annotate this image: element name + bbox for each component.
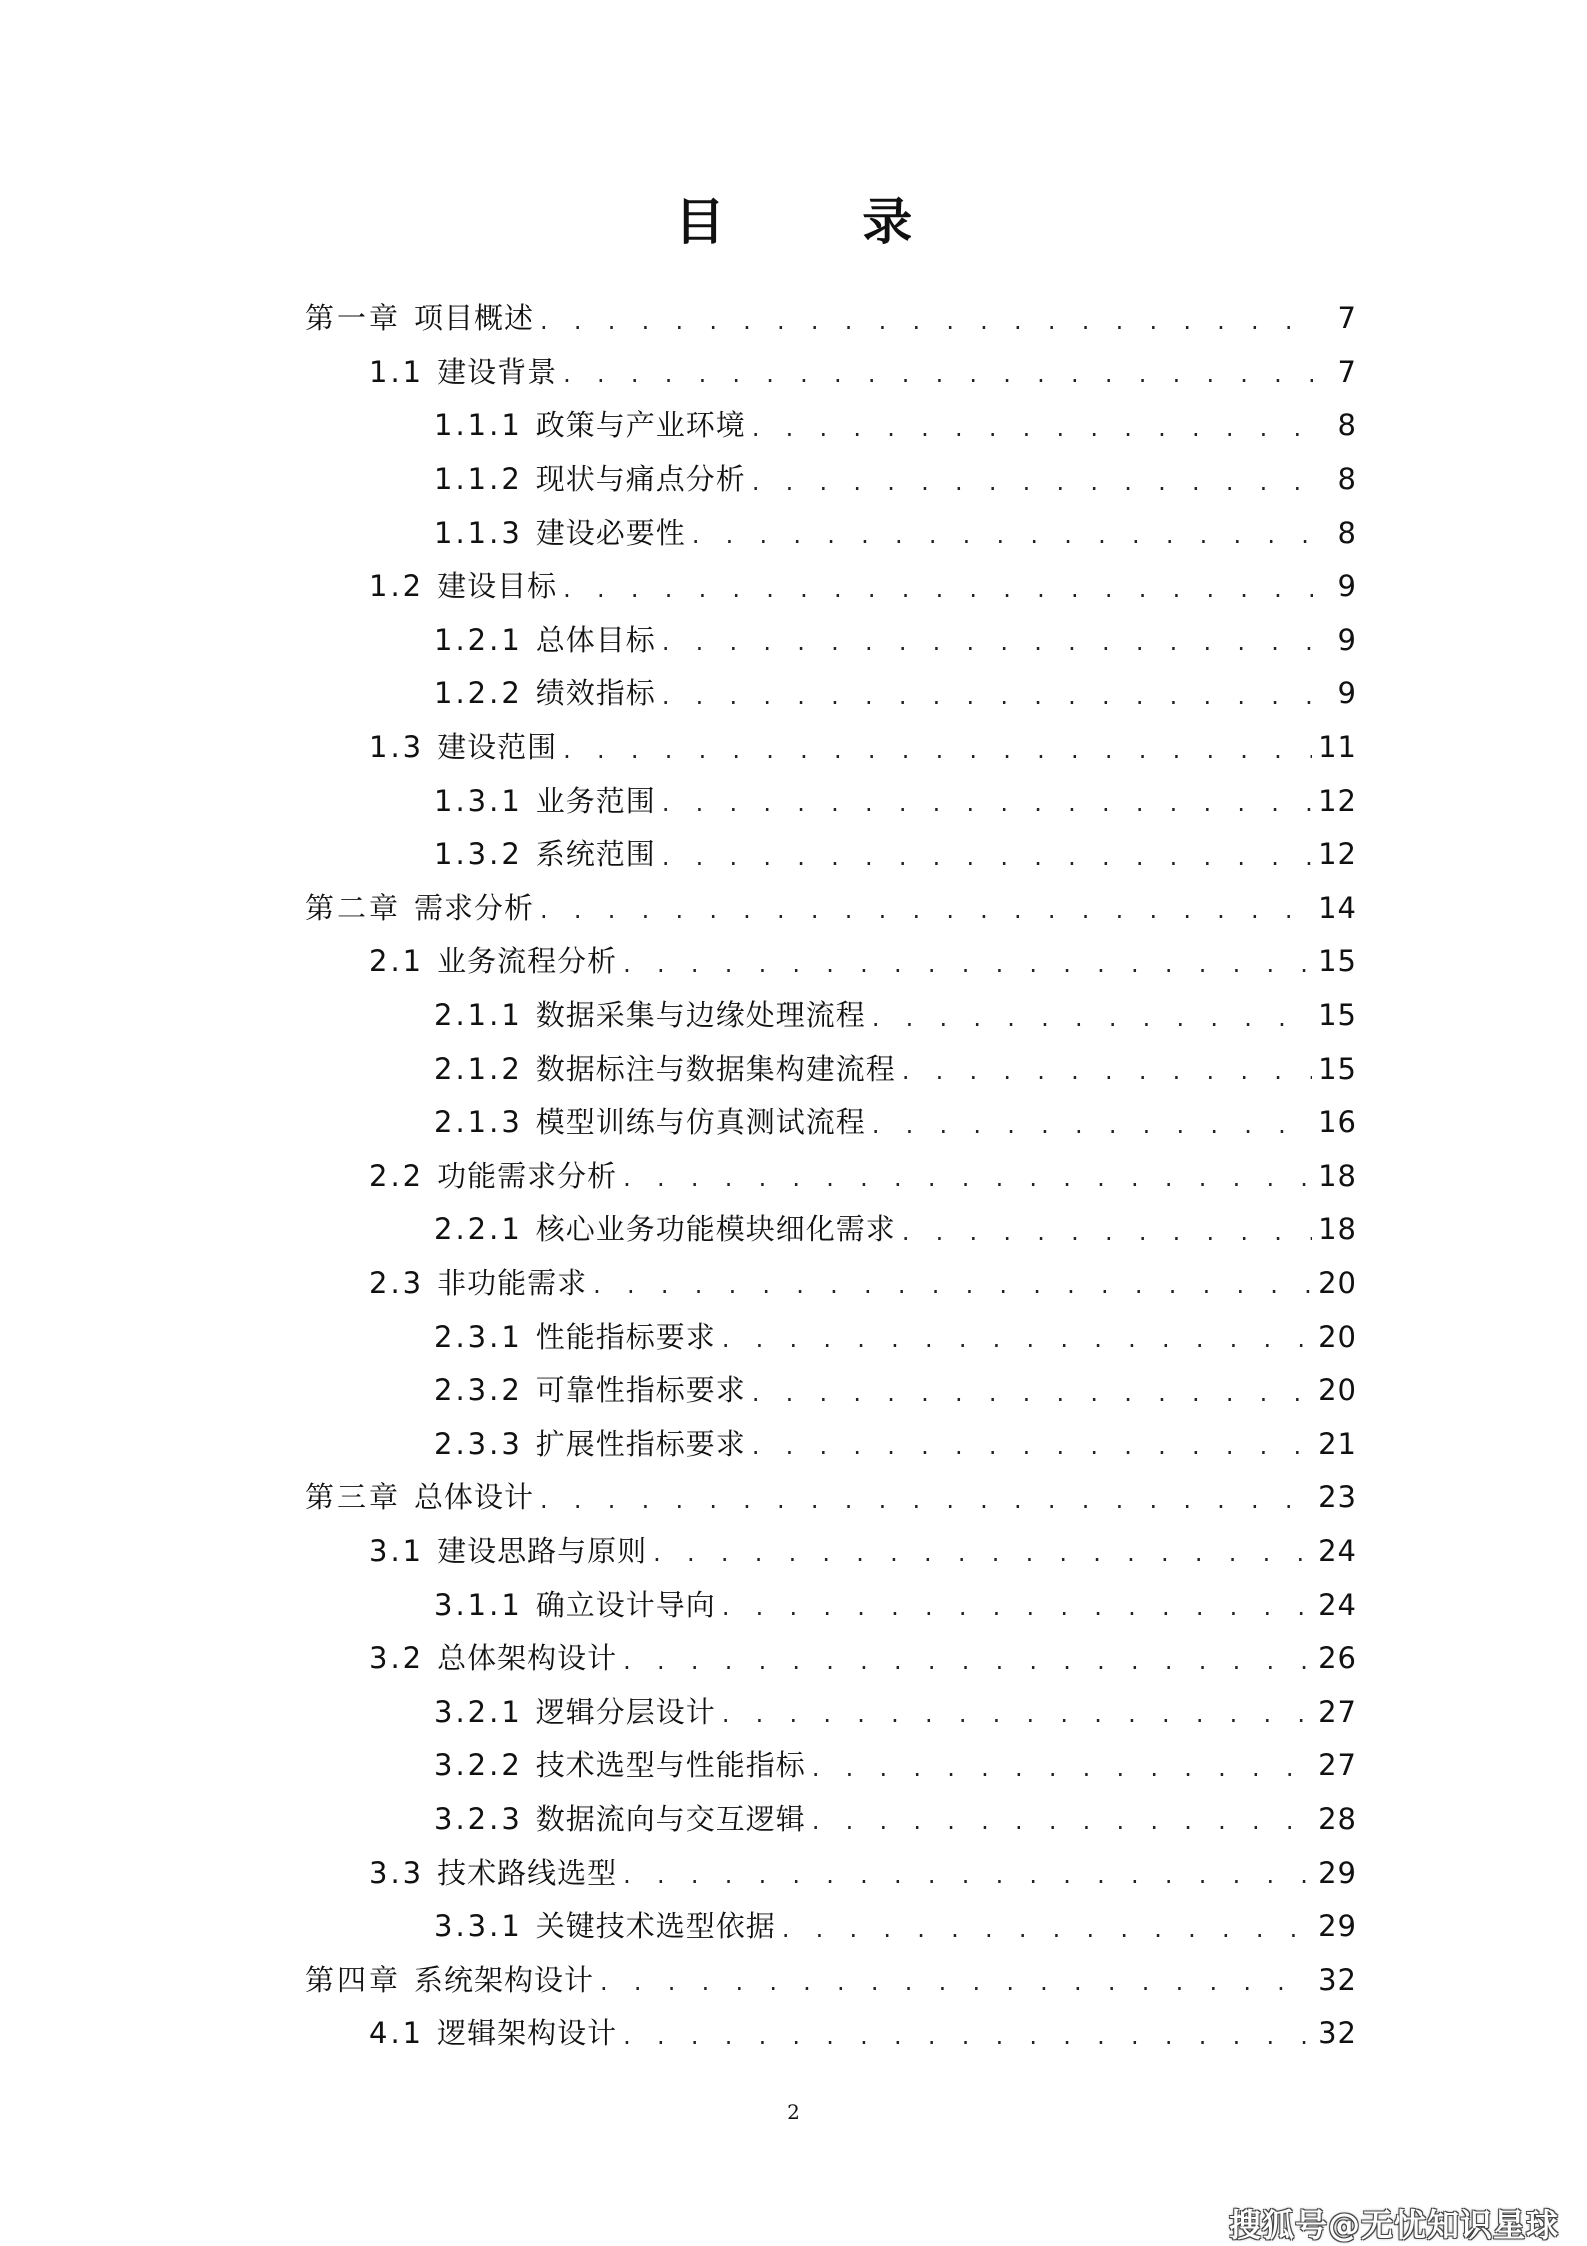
table-of-contents <box>305 292 1357 2061</box>
toc-entry-number: 2.1.1 <box>434 998 523 1033</box>
toc-entry-number: 1.1.2 <box>434 462 523 497</box>
toc-dot-leader <box>782 1917 1312 1941</box>
toc-dot-leader <box>872 1113 1312 1137</box>
toc-entry[interactable] <box>305 882 1357 936</box>
toc-entry-number: 3.3 <box>369 1855 425 1890</box>
toc-dot-leader <box>902 1059 1312 1083</box>
toc-entry-title: 非功能需求 <box>437 1265 588 1300</box>
toc-dot-leader <box>600 1970 1312 1994</box>
toc-dot-leader <box>623 1166 1312 1190</box>
toc-entry[interactable] <box>305 560 1357 614</box>
toc-entry-title: 绩效指标 <box>535 676 656 711</box>
toc-entry-page: 8 <box>1337 515 1357 550</box>
toc-entry-title: 确立设计导向 <box>535 1587 716 1622</box>
toc-entry-title: 性能指标要求 <box>535 1319 716 1354</box>
toc-entry[interactable] <box>305 453 1357 507</box>
toc-entry-title: 功能需求分析 <box>437 1158 618 1193</box>
toc-entry-number: 4.1 <box>369 2016 425 2051</box>
toc-entry[interactable] <box>305 614 1357 668</box>
toc-dot-leader <box>623 1863 1312 1887</box>
toc-entry-number: 2.2.1 <box>434 1212 523 1247</box>
toc-entry-page: 7 <box>1337 301 1357 336</box>
toc-entry-title: 总体设计 <box>414 1480 535 1515</box>
toc-entry-page: 28 <box>1318 1801 1357 1836</box>
toc-entry-page: 20 <box>1318 1265 1357 1300</box>
toc-entry-page: 32 <box>1318 1962 1357 1997</box>
toc-entry[interactable] <box>305 1096 1357 1150</box>
toc-entry-title: 逻辑架构设计 <box>437 2016 618 2051</box>
toc-entry-number: 1.1.1 <box>434 408 523 443</box>
toc-entry-page: 23 <box>1318 1480 1357 1515</box>
toc-entry-number: 3.1.1 <box>434 1587 523 1622</box>
toc-dot-leader <box>540 898 1312 922</box>
toc-entry-page: 15 <box>1318 998 1357 1033</box>
toc-entry-number: 2.3.3 <box>434 1426 523 1461</box>
toc-dot-leader <box>722 1327 1312 1351</box>
toc-entry-page: 29 <box>1318 1855 1357 1890</box>
toc-dot-leader <box>662 684 1313 708</box>
toc-entry-page: 9 <box>1337 569 1357 604</box>
toc-entry-title: 系统范围 <box>535 837 656 872</box>
toc-dot-leader <box>653 1541 1312 1565</box>
toc-entry[interactable] <box>305 1793 1357 1847</box>
toc-entry[interactable] <box>305 828 1357 882</box>
toc-entry[interactable] <box>305 1578 1357 1632</box>
toc-dot-leader <box>623 2024 1312 2048</box>
toc-entry[interactable] <box>305 1257 1357 1311</box>
toc-entry-title: 数据流向与交互逻辑 <box>535 1801 806 1836</box>
toc-entry-page: 20 <box>1318 1373 1357 1408</box>
toc-dot-leader <box>662 845 1312 869</box>
toc-entry-number: 2.1 <box>369 944 425 979</box>
toc-entry-title: 逻辑分层设计 <box>535 1694 716 1729</box>
toc-dot-leader <box>623 1649 1312 1673</box>
toc-entry[interactable] <box>305 2007 1357 2061</box>
toc-entry-page: 12 <box>1318 837 1357 872</box>
toc-dot-leader <box>752 1434 1312 1458</box>
toc-entry-page: 14 <box>1318 890 1357 925</box>
watermark: 搜狐号@无忧知识星球 <box>1228 2206 1559 2244</box>
toc-entry-number: 2.1.2 <box>434 1051 523 1086</box>
toc-dot-leader <box>752 416 1313 440</box>
toc-entry-title: 现状与痛点分析 <box>535 462 746 497</box>
toc-entry-page: 20 <box>1318 1319 1357 1354</box>
toc-entry-title: 政策与产业环境 <box>535 408 746 443</box>
toc-entry[interactable] <box>305 1042 1357 1096</box>
toc-entry-number: 1.1 <box>369 354 425 389</box>
toc-entry-title: 技术选型与性能指标 <box>535 1748 806 1783</box>
toc-entry[interactable] <box>305 506 1357 560</box>
toc-entry[interactable] <box>305 721 1357 775</box>
toc-entry[interactable] <box>305 346 1357 400</box>
toc-entry[interactable] <box>305 1846 1357 1900</box>
toc-entry-number: 3.2.2 <box>434 1748 523 1783</box>
toc-entry-title: 核心业务功能模块细化需求 <box>535 1212 896 1247</box>
toc-entry-page: 26 <box>1318 1641 1357 1676</box>
toc-dot-leader <box>623 952 1312 976</box>
toc-entry-number: 2.1.3 <box>434 1105 523 1140</box>
toc-entry-number: 2.3.1 <box>434 1319 523 1354</box>
toc-dot-leader <box>722 1702 1312 1726</box>
toc-dot-leader <box>692 523 1313 547</box>
toc-entry-number: 1.3.2 <box>434 837 523 872</box>
toc-entry[interactable] <box>305 1150 1357 1204</box>
toc-entry-page: 24 <box>1318 1587 1357 1622</box>
toc-entry-page: 18 <box>1318 1158 1357 1193</box>
toc-entry-number: 3.2 <box>369 1641 425 1676</box>
toc-entry-title: 业务范围 <box>535 783 656 818</box>
toc-entry[interactable] <box>305 667 1357 721</box>
toc-entry-number: 1.3 <box>369 730 425 765</box>
toc-dot-leader <box>540 309 1313 333</box>
toc-dot-leader <box>593 1273 1312 1297</box>
toc-entry-title: 数据标注与数据集构建流程 <box>535 1051 896 1086</box>
toc-entry-title: 关键技术选型依据 <box>535 1909 776 1944</box>
toc-entry-title: 模型训练与仿真测试流程 <box>535 1105 866 1140</box>
toc-entry-page: 27 <box>1318 1748 1357 1783</box>
toc-entry[interactable] <box>305 774 1357 828</box>
toc-entry-number: 第三章 <box>305 1480 402 1515</box>
toc-dot-leader <box>722 1595 1312 1619</box>
toc-entry-title: 业务流程分析 <box>437 944 618 979</box>
toc-entry-page: 24 <box>1318 1533 1357 1568</box>
toc-dot-leader <box>563 577 1313 601</box>
toc-entry[interactable] <box>305 1739 1357 1793</box>
toc-entry[interactable] <box>305 1203 1357 1257</box>
toc-entry-page: 8 <box>1337 462 1357 497</box>
toc-entry[interactable] <box>305 1685 1357 1739</box>
toc-entry-number: 2.2 <box>369 1158 425 1193</box>
toc-entry[interactable] <box>305 1471 1357 1525</box>
toc-entry-page: 7 <box>1337 354 1357 389</box>
toc-entry[interactable] <box>305 935 1357 989</box>
page-title: 目 录 <box>674 193 973 251</box>
toc-entry-title: 总体目标 <box>535 622 656 657</box>
toc-dot-leader <box>752 1381 1312 1405</box>
toc-entry[interactable] <box>305 1417 1357 1471</box>
toc-entry-title: 建设目标 <box>437 569 558 604</box>
toc-entry[interactable] <box>305 989 1357 1043</box>
toc-entry-title: 项目概述 <box>414 301 535 336</box>
toc-entry-page: 29 <box>1318 1909 1357 1944</box>
toc-entry[interactable] <box>305 1632 1357 1686</box>
toc-dot-leader <box>812 1756 1312 1780</box>
toc-dot-leader <box>872 1006 1312 1030</box>
toc-entry-title: 建设范围 <box>437 730 558 765</box>
toc-entry-number: 1.3.1 <box>434 783 523 818</box>
toc-entry-title: 系统架构设计 <box>414 1962 595 1997</box>
toc-entry-number: 2.3 <box>369 1265 425 1300</box>
toc-entry-number: 2.3.2 <box>434 1373 523 1408</box>
toc-entry-title: 需求分析 <box>414 890 535 925</box>
toc-entry-page: 18 <box>1318 1212 1357 1247</box>
toc-dot-leader <box>902 1220 1312 1244</box>
toc-entry-number: 第四章 <box>305 1962 402 1997</box>
toc-entry-number: 第一章 <box>305 301 402 336</box>
toc-entry-page: 16 <box>1318 1105 1357 1140</box>
toc-dot-leader <box>752 470 1313 494</box>
toc-dot-leader <box>563 738 1312 762</box>
toc-entry[interactable] <box>305 399 1357 453</box>
toc-entry-number: 1.2 <box>369 569 425 604</box>
toc-entry-page: 8 <box>1337 408 1357 443</box>
toc-dot-leader <box>662 791 1312 815</box>
toc-entry[interactable] <box>305 1900 1357 1954</box>
toc-entry-title: 数据采集与边缘处理流程 <box>535 998 866 1033</box>
toc-entry-page: 32 <box>1318 2016 1357 2051</box>
page-number: 2 <box>787 2100 800 2124</box>
toc-dot-leader <box>540 1488 1312 1512</box>
toc-dot-leader <box>662 630 1313 654</box>
toc-entry-number: 第二章 <box>305 890 402 925</box>
toc-entry-number: 1.1.3 <box>434 515 523 550</box>
toc-entry-title: 建设思路与原则 <box>437 1533 648 1568</box>
toc-entry-number: 3.2.3 <box>434 1801 523 1836</box>
toc-entry[interactable] <box>305 1525 1357 1579</box>
toc-entry-page: 9 <box>1337 676 1357 711</box>
toc-entry-page: 21 <box>1318 1426 1357 1461</box>
toc-entry-number: 3.1 <box>369 1533 425 1568</box>
toc-entry-title: 扩展性指标要求 <box>535 1426 746 1461</box>
toc-entry[interactable] <box>305 1310 1357 1364</box>
toc-entry-page: 15 <box>1318 1051 1357 1086</box>
toc-entry-page: 12 <box>1318 783 1357 818</box>
toc-entry-title: 技术路线选型 <box>437 1855 618 1890</box>
toc-entry-number: 3.3.1 <box>434 1909 523 1944</box>
toc-entry[interactable] <box>305 1364 1357 1418</box>
toc-entry-page: 27 <box>1318 1694 1357 1729</box>
toc-entry-title: 建设背景 <box>437 354 558 389</box>
toc-entry[interactable] <box>305 1953 1357 2007</box>
toc-dot-leader <box>563 362 1313 386</box>
toc-entry-title: 总体架构设计 <box>437 1641 618 1676</box>
toc-entry[interactable] <box>305 292 1357 346</box>
toc-entry-page: 15 <box>1318 944 1357 979</box>
toc-entry-number: 1.2.1 <box>434 622 523 657</box>
toc-dot-leader <box>812 1809 1312 1833</box>
toc-entry-title: 可靠性指标要求 <box>535 1373 746 1408</box>
toc-entry-title: 建设必要性 <box>535 515 686 550</box>
toc-entry-number: 1.2.2 <box>434 676 523 711</box>
toc-entry-number: 3.2.1 <box>434 1694 523 1729</box>
toc-entry-page: 9 <box>1337 622 1357 657</box>
toc-entry-page: 11 <box>1318 730 1357 765</box>
